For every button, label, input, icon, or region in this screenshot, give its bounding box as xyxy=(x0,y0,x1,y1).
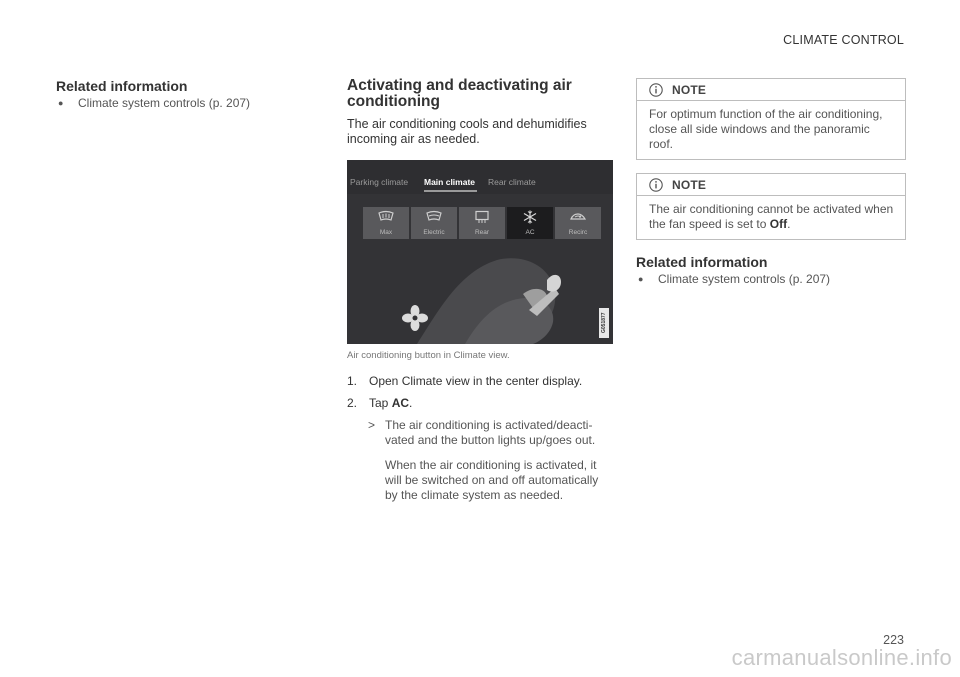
steps-list xyxy=(347,374,613,411)
note-box xyxy=(636,78,906,160)
climate-button-row xyxy=(363,207,601,239)
middle-column xyxy=(347,78,613,503)
related-heading: Related information xyxy=(56,78,188,94)
tab-rear-climate: Rear climate xyxy=(488,177,536,187)
button-label: Recirc xyxy=(568,229,588,236)
related-link[interactable]: Climate system controls (p. 207) xyxy=(78,96,251,110)
rear-defrost-button[interactable] xyxy=(459,207,505,239)
page-number: 223 xyxy=(883,633,904,647)
result-text: The air conditioning is activated/deacti-vated and the button lights up/goes out. xyxy=(385,418,596,447)
tab-main-climate: Main climate xyxy=(424,177,476,187)
rear-defrost-icon xyxy=(474,210,490,224)
step-number: 2. xyxy=(347,396,358,410)
watermark: carmanualsonline.info xyxy=(731,645,952,670)
windshield-electric-icon xyxy=(426,210,442,224)
figure-code: G051877 xyxy=(599,308,609,338)
electric-defrost-button[interactable] xyxy=(411,207,457,239)
related-link[interactable]: Climate system controls (p. 207) xyxy=(658,272,831,286)
step-text: Tap AC. xyxy=(369,396,413,410)
result-note: When the air conditioning is activated, it will be switched on and off automatically by the climate system as needed. xyxy=(385,458,599,502)
step-result xyxy=(368,418,613,448)
note-header xyxy=(637,79,905,101)
note-text: For optimum function of the air conditioning, close all side windows and the panoramic roof. xyxy=(649,107,883,151)
section-title: Activating and deactivating air conditioning xyxy=(347,77,572,110)
step-item xyxy=(347,374,613,389)
right-column xyxy=(636,78,906,287)
snowflake-icon xyxy=(522,210,538,224)
step-number: 1. xyxy=(347,374,358,388)
step-item xyxy=(347,396,613,411)
recirc-button[interactable] xyxy=(555,207,601,239)
section-header: CLIMATE CONTROL xyxy=(783,33,904,47)
result-marker: > xyxy=(368,418,376,432)
bullet-icon: ● xyxy=(638,274,644,284)
max-defrost-button[interactable] xyxy=(363,207,409,239)
note-header xyxy=(637,174,905,196)
fan-icon xyxy=(402,305,428,331)
climate-view-figure xyxy=(347,160,613,344)
related-heading: Related information xyxy=(636,254,768,270)
figure-caption: Air conditioning button in Climate view. xyxy=(347,350,510,361)
info-icon xyxy=(649,178,663,192)
info-icon xyxy=(649,83,663,97)
left-column xyxy=(56,78,296,111)
note-title: NOTE xyxy=(672,177,707,192)
related-item[interactable] xyxy=(636,272,906,287)
note-title: NOTE xyxy=(672,82,707,97)
note-text: The air conditioning cannot be activated when the fan speed is set to Off. xyxy=(649,202,894,231)
button-label: Electric xyxy=(423,229,445,236)
button-label: Max xyxy=(379,229,393,236)
windshield-max-icon xyxy=(378,210,394,224)
recirculation-icon xyxy=(570,210,586,224)
related-item[interactable] xyxy=(56,96,296,111)
button-label: AC xyxy=(525,229,535,236)
bullet-icon: ● xyxy=(58,98,64,108)
step-text: Open Climate view in the center display. xyxy=(369,374,583,388)
tab-parking-climate: Parking climate xyxy=(350,177,409,187)
seat-illustration xyxy=(347,160,613,344)
note-box xyxy=(636,173,906,240)
intro-text: The air conditioning cools and dehumidifies incoming air as needed. xyxy=(347,117,587,146)
ac-button[interactable] xyxy=(507,207,553,239)
button-label: Rear xyxy=(474,229,490,236)
